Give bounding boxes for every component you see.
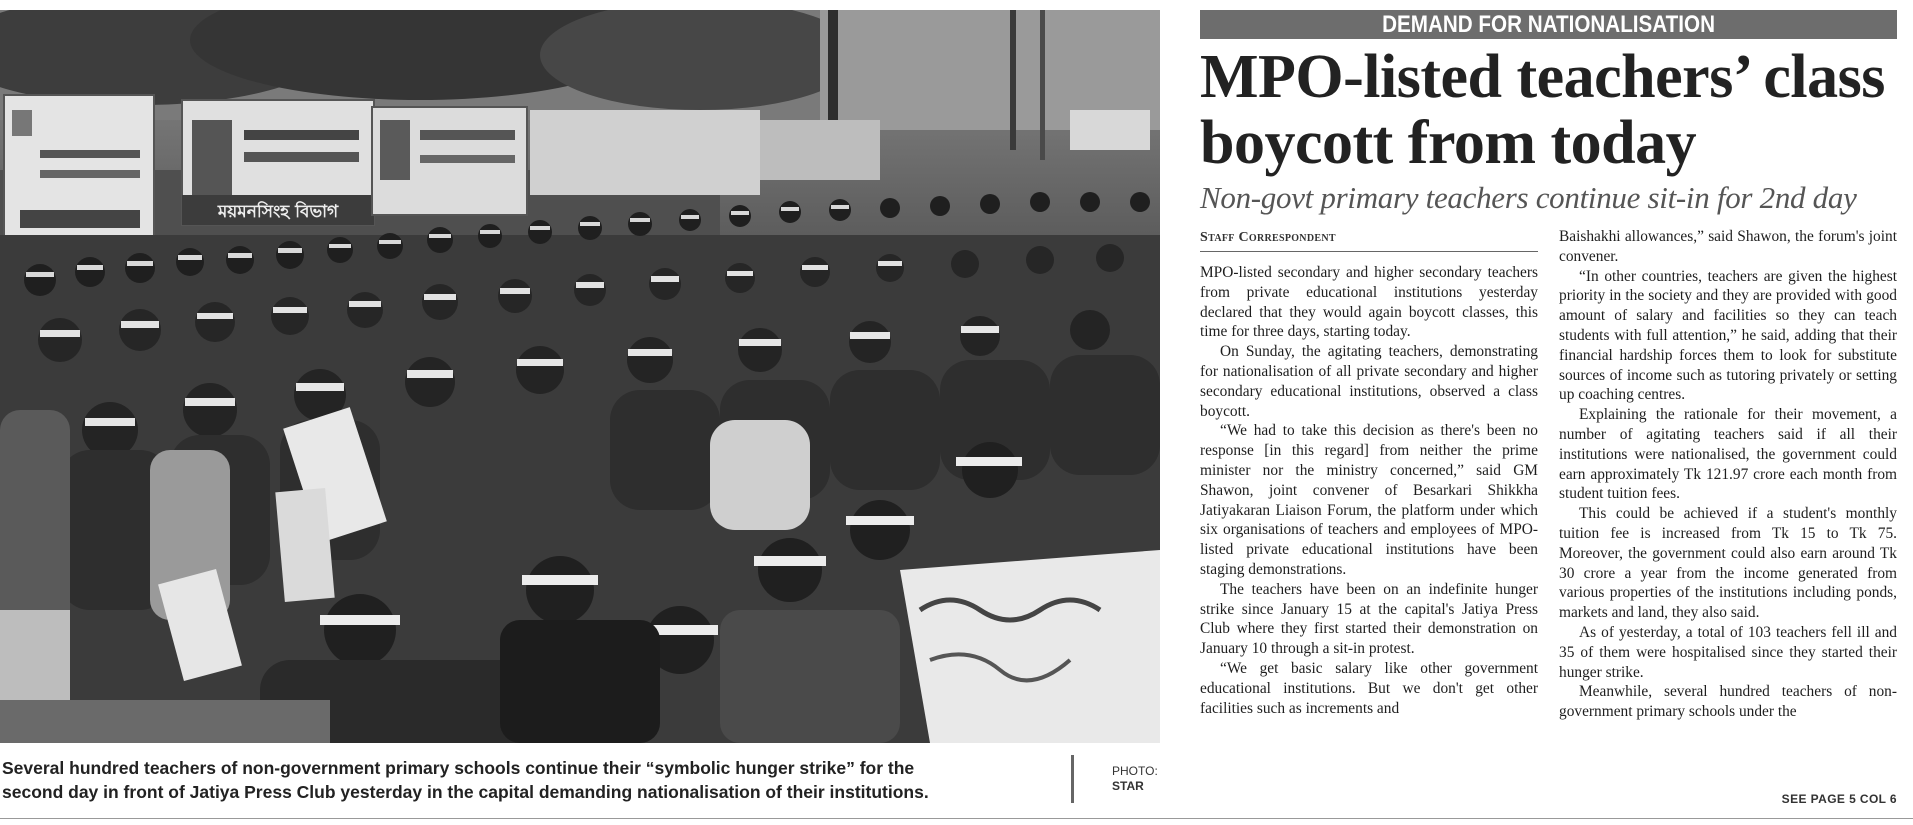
photo-credit [1112, 764, 1172, 794]
article-headline: MPO-listed teachers’ class boycott from today [1200, 43, 1885, 177]
article-deck: Non-govt primary teachers continue sit-in for 2nd day [1200, 180, 1857, 215]
article-byline: Staff Correspondent [1200, 230, 1336, 245]
paragraph: Meanwhile, several hundred teachers of non-government primary schools under the [1559, 683, 1897, 721]
kicker-text: DEMAND FOR NATIONALISATION [1382, 11, 1715, 38]
crowd-photo-illustration [0, 10, 1160, 743]
news-photo [0, 10, 1160, 743]
banner-3 [372, 107, 527, 215]
paragraph: “We get basic salary like other government educational institutions. But we don't get other facilities such as increments and [1200, 659, 1538, 717]
paragraph: Explaining the rationale for their movement, a number of agitating teachers said if all their institutions were nationalised, the government could earn approximately Tk 121.97 crore each month from student tuition fees. [1559, 406, 1897, 503]
article-column-2 [1559, 227, 1897, 722]
bottom-divider [0, 818, 1913, 819]
paragraph: MPO-listed secondary and higher secondary teachers from private educational institutions yesterday declared that they would again boycott classes, this time for three days, starting today. [1200, 264, 1538, 341]
paragraph: The teachers have been on an indefinite hunger strike since January 15 at the capital's Jatiya Press Club where they first started their demonstration on January 10 through a sit-in protest. [1200, 580, 1538, 658]
paragraph: Baishakhi allowances,” said Shawon, the forum's joint convener. [1559, 228, 1897, 265]
byline-divider [1200, 251, 1538, 252]
article-kicker [1200, 10, 1897, 39]
banner-2 [182, 100, 374, 225]
paragraph: “In other countries, teachers are given the highest priority in the society and they are provided with good amount of salary and facilities so they can teach students with full attention,” he said, adding that their financial hardship forces them to look for substitute sources of income such as tutoring privately or setting up coaching centres. [1559, 267, 1897, 404]
article-column-1 [1200, 263, 1538, 718]
paragraph: As of yesterday, a total of 103 teachers fell ill and 35 of them were hospitalised since they started their hunger strike. [1559, 623, 1897, 681]
banner-text: ময়মনসিংহ বিভাগ [217, 202, 339, 222]
photo-caption: Several hundred teachers of non-government primary schools continue their “symbolic hunger strike” for the second day in front of Jatiya Press Club yesterday in the capital demanding nationalisation of their institutions. [2, 758, 929, 802]
caption-divider [1071, 755, 1074, 803]
photo-credit-source: STAR [1112, 779, 1144, 793]
paragraph: “We had to take this decision as there's been no response [in this regard] from neither the prime minister nor the ministry concerned,” said GM Shawon, joint convener of Besarkari Shikkha Jatiyakaran Liaison Forum, the platform under which six organisations of teachers and employees of MPO-listed private educational institutions have been staging demonstrations. [1200, 422, 1538, 578]
paragraph: On Sunday, the agitating teachers, demonstrating for nationalisation of all private secondary and higher secondary educational institutions, observed a class boycott. [1200, 343, 1538, 420]
continued-on-page: SEE PAGE 5 COL 6 [1781, 792, 1897, 806]
paragraph: This could be achieved if a student's monthly tuition fee is increased from Tk 15 to Tk 75. Moreover, the government could also earn around Tk 30 crore a year from the income generated from various properties of the institutions including ponds, markets and land, they also said. [1559, 505, 1897, 622]
photo-credit-label: PHOTO: [1112, 764, 1158, 778]
